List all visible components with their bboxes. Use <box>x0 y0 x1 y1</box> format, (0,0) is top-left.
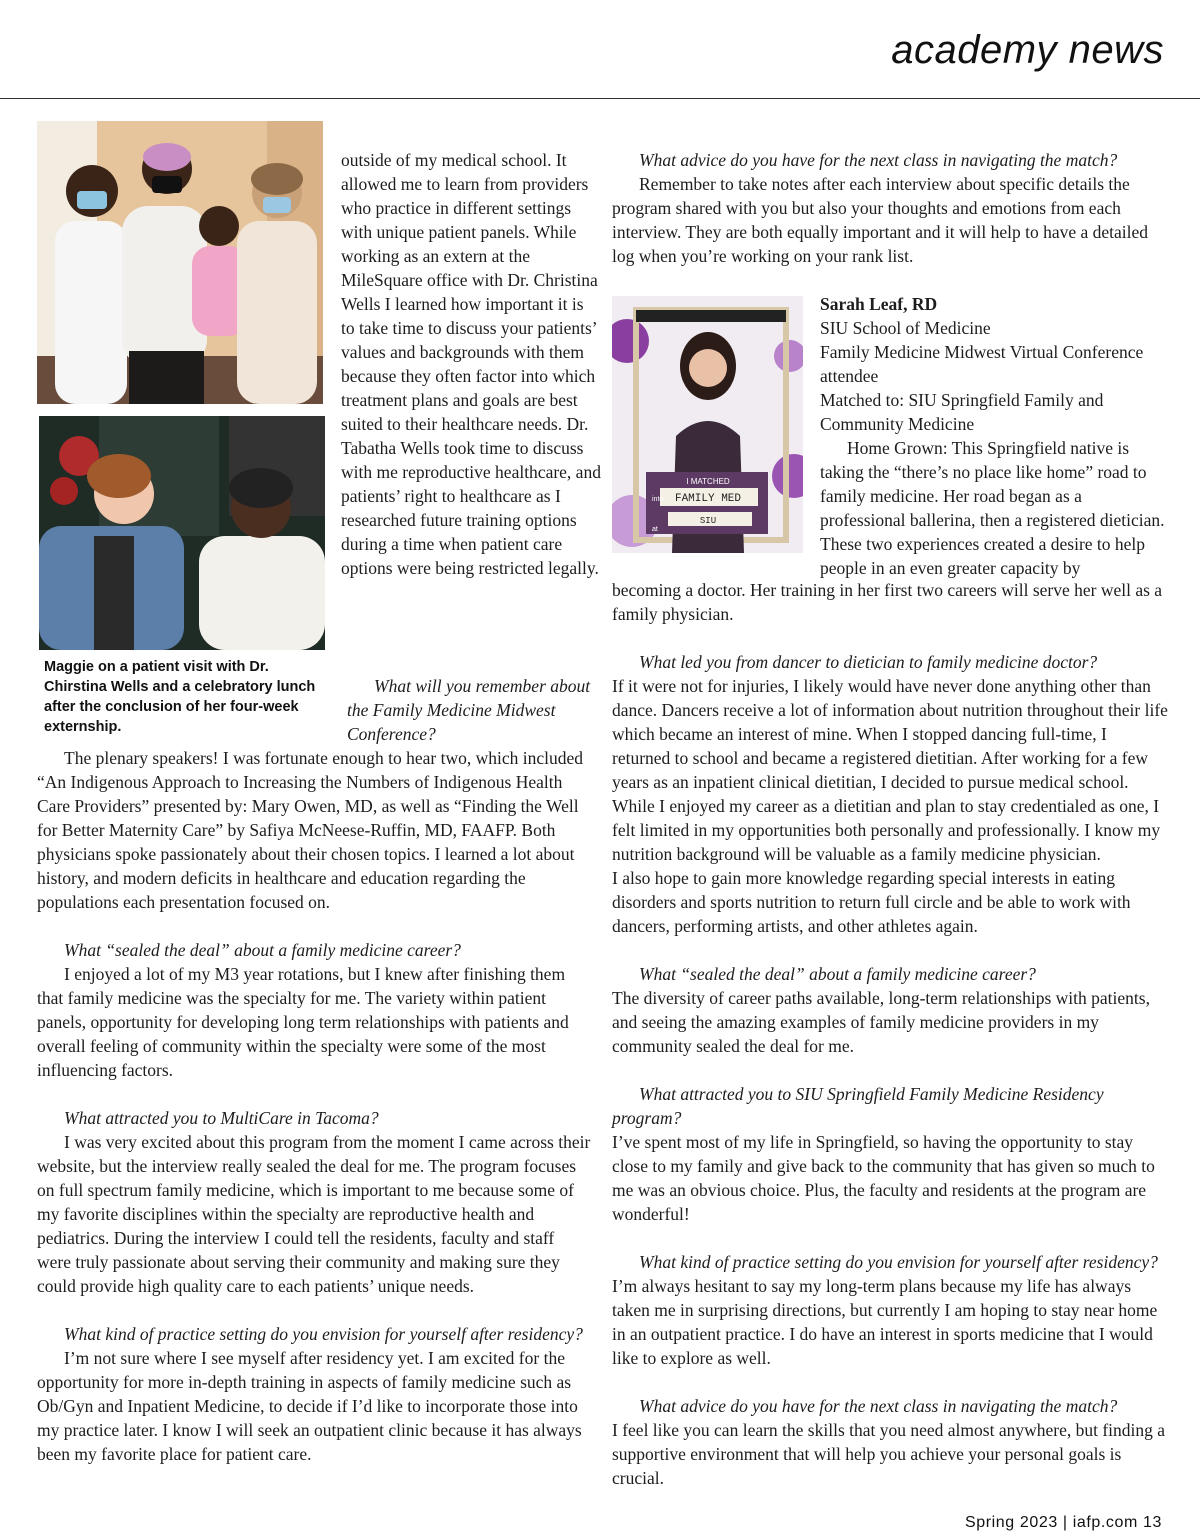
answer-practice-setting-1: I’m not sure where I see myself after residency yet. I am excited for the opportunity for more in-depth training in aspects of family medicine such as Ob/Gyn and Inpatient Medicine, to decide if I’d like to incorporate those into my practice later. I know I will seek an outpatient clinic because it has always been my favorite place for patient care. <box>37 1348 582 1464</box>
answer-advice-1: Remember to take notes after each interview about specific details the program shared with you but also your thoughts and emotions from each interview. They are both equally important and it will help to have a detailed log when you’re working on your rank list. <box>612 174 1149 266</box>
answer-sealed-deal-1: I enjoyed a lot of my M3 year rotations, but I knew after finishing them that family medicine was the specialty for me. The variety within patient panels, opportunity for developing long term relationships with patients and overall feeling of community within the specialty were some of the most influencing factors. <box>37 964 569 1080</box>
question-sealed-deal-2: What “sealed the deal” about a family medicine career? <box>639 964 1036 984</box>
column-right-lower <box>612 578 1168 1490</box>
header-rule <box>0 98 1200 99</box>
column-narrow-top <box>341 148 601 580</box>
clinic-group-photo <box>37 121 323 404</box>
answer-practice-setting-2: I’m always hesitant to say my long-term plans because my life has always taken me in surprising directions, but currently I am hoping to stay near home in an outpatient practice. I do have an interest in sports medicine that I would like to explore as well. <box>612 1276 1158 1368</box>
answer-siu: I’ve spent most of my life in Springfield, so having the opportunity to stay close to my family and give back to the community that has given so much to me was an obvious choice. Plus, the faculty and residents at the program are wonderful! <box>612 1132 1155 1224</box>
page-folio: Spring 2023 | iafp.com 13 <box>964 1514 1162 1531</box>
profile-conference: Family Medicine Midwest Virtual Conference attendee <box>820 342 1144 386</box>
profile-intro: Home Grown: This Springfield native is taking the “there’s no place like home” road to family medicine. Her road began as a professional ballerina, then a registered dietician. These two experiences created a desire to help people in an even greater capacity by <box>820 438 1165 578</box>
profile-name: Sarah Leaf, RD <box>820 294 938 314</box>
profile-block <box>820 292 1170 580</box>
column-right-top <box>612 148 1168 268</box>
question-practice-setting-2: What kind of practice setting do you envision for yourself after residency? <box>639 1252 1158 1272</box>
answer-multicare: I was very excited about this program from the moment I came across their website, but the interview really sealed the deal for me. The program focuses on full spectrum family medicine, which is important to me because some of my favorite disciplines within the specialty are reproductive health and pediatrics. During the interview I could tell the residents, faculty and staff were truly passionate about serving their community and making sure they could provide high quality care to each patients’ unique needs. <box>37 1132 591 1296</box>
answer-sealed-deal-2: The diversity of career paths available, long-term relationships with patients, and seeing the amazing examples of family medicine providers in my community sealed the deal for me. <box>612 988 1150 1056</box>
question-sealed-deal-1: What “sealed the deal” about a family medicine career? <box>64 940 461 960</box>
sign-into: into <box>652 496 664 503</box>
question-dancer: What led you from dancer to dietician to family medicine doctor? <box>639 652 1098 672</box>
photo-caption: Maggie on a patient visit with Dr. Chirstina Wells and a celebratory lunch after the conclusion of her four-week externship. <box>44 659 316 735</box>
column-left-lower <box>37 746 592 1466</box>
answer-dancer-2: I also hope to gain more knowledge regarding special interests in eating disorders and sports nutrition to return full circle and be able to work with dancers, performing artists, and other athletes again. <box>612 868 1131 936</box>
profile-school: SIU School of Medicine <box>820 318 991 338</box>
question-advice-1: What advice do you have for the next class in navigating the match? <box>639 150 1118 170</box>
question-remember: What will you remember about the Family Medicine Midwest Conference? <box>347 676 591 744</box>
column-narrow-question <box>347 674 602 746</box>
section-label: academy news <box>891 28 1164 72</box>
profile-matched: Matched to: SIU Springfield Family and Community Medicine <box>820 390 1104 434</box>
match-day-photo <box>612 296 803 553</box>
sign-line-3: SIU <box>699 516 717 526</box>
question-practice-setting-1: What kind of practice setting do you envision for yourself after residency? <box>64 1324 583 1344</box>
answer-advice-2: I feel like you can learn the skills that you need almost anywhere, but finding a supportive environment that will help you achieve your personal goals is crucial. <box>612 1420 1166 1488</box>
question-siu: What attracted you to SIU Springfield Family Medicine Residency program? <box>612 1084 1104 1128</box>
question-multicare: What attracted you to MultiCare in Tacoma? <box>64 1108 379 1128</box>
answer-externship: outside of my medical school. It allowed me to learn from providers who practice in different settings with unique patient panels. While working as an extern at the MileSquare office with Dr. Christina Wells I learned how important it is to take time to discuss your patients’ values and backgrounds with them because they often factor into which treatment plans and goals are best suited to their healthcare needs. Dr. Tabatha Wells took time to discuss with me reproductive healthcare, and patients’ right to healthcare as I researched future training options during a time when patient care options were being restricted legally. <box>341 150 601 578</box>
lunch-photo <box>39 416 325 650</box>
question-advice-2: What advice do you have for the next class in navigating the match? <box>639 1396 1118 1416</box>
answer-remember: The plenary speakers! I was fortunate enough to hear two, which included “An Indigenous Approach to Increasing the Numbers of Indigenous Health Care Providers” presented by: Mary Owen, MD, as well as “Finding the Well for Better Maternity Care” by Safiya McNeese-Ruffin, MD, FAAFP. Both physicians spoke passionately about their chosen topics. I learned a lot about history, and modern deficits in healthcare and education regarding the populations each presentation focused on. <box>37 748 583 912</box>
answer-dancer: If it were not for injuries, I likely would have never done anything other than dance. Dancers receive a lot of information about nutrition throughout their life which became an interest of mine. When I stopped dancing full-time, I returned to school and became a registered dietitian. After working for a few years as an inpatient clinical dietitian, I decided to pursue medical school. While I enjoyed my career as a dietitian and plan to stay credentialed as one, I felt limited in my opportunities both personally and professionally. I know my nutrition background will be valuable as a family medicine physician. <box>612 676 1168 864</box>
sign-line-1: I MATCHED <box>686 477 730 486</box>
profile-intro-end: becoming a doctor. Her training in her first two careers will serve her well as a family physician. <box>612 580 1163 624</box>
sign-line-2: FAMILY MED <box>674 493 742 505</box>
sign-at: at <box>652 526 658 533</box>
